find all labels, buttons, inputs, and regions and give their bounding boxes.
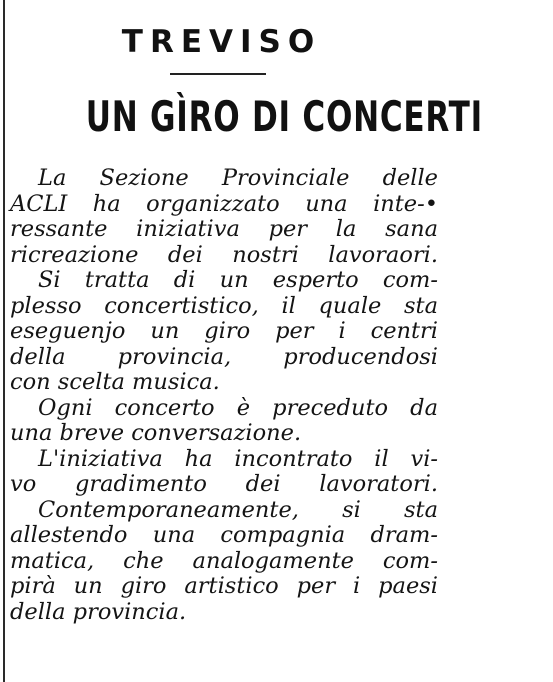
headline xyxy=(16,88,483,150)
text-line: ACLI ha organizzato una inte-• xyxy=(10,190,438,217)
text-line: Ogni concerto è preceduto da xyxy=(38,394,438,421)
text-line: della provincia. xyxy=(10,598,187,625)
text-line: pirà un giro artistico per i paesi xyxy=(10,573,438,599)
text-line: Si tratta di un esperto com- xyxy=(38,267,438,293)
kicker-divider xyxy=(170,73,266,75)
section-kicker: TREVISO xyxy=(121,24,322,60)
text-line: vo gradimento dei lavoratori. xyxy=(10,471,438,497)
headline-text: UN GÌRO DI CONCERTI xyxy=(85,92,483,141)
text-line: L'iniziativa ha incontrato il vi- xyxy=(38,445,438,472)
text-line: eseguenjo un giro per i centri xyxy=(10,318,438,344)
text-line: Contemporaneamente, si sta xyxy=(38,496,438,523)
text-line: allestendo una compagnia dram- xyxy=(10,522,438,548)
text-line: una breve conversazione. xyxy=(10,420,302,446)
text-line: ressante iniziativa per la sana xyxy=(10,216,438,242)
text-line: La Sezione Provinciale delle xyxy=(38,165,438,191)
column-rule xyxy=(3,0,5,682)
text-line: ricreazione dei nostri lavoraori. xyxy=(10,241,438,268)
text-line: della provincia, producendosi xyxy=(10,343,438,370)
text-line: plesso concertistico, il quale sta xyxy=(10,292,438,319)
article-body xyxy=(10,166,438,625)
text-line: matica, che analogamente com- xyxy=(10,547,438,574)
text-line: con scelta musica. xyxy=(10,369,220,395)
